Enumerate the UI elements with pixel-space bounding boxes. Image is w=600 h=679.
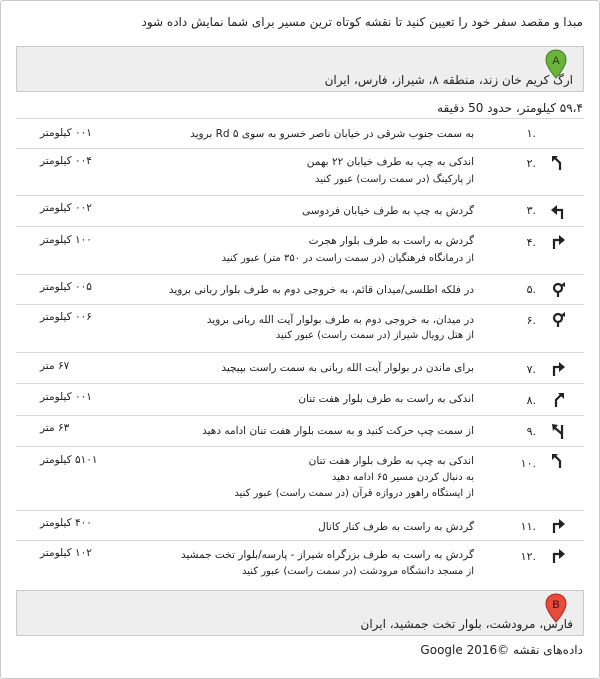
step-instruction: گردش به چپ به طرف خیابان فردوسی <box>301 205 474 217</box>
turn-left-icon <box>550 204 566 220</box>
step-row-6[interactable] <box>16 305 584 353</box>
slight-left-icon <box>550 155 566 171</box>
step-instruction: گردش به راست به طرف کنار کانال <box>318 521 474 533</box>
step-row-12[interactable] <box>16 541 584 589</box>
step-distance: ۶۷ متر <box>40 360 70 372</box>
turn-right-icon <box>550 518 566 534</box>
step-row-2[interactable] <box>16 149 584 196</box>
step-row-10[interactable] <box>16 447 584 511</box>
step-row-3[interactable] <box>16 196 584 227</box>
step-instruction: در فلکه اطلسی/میدان قائم، به خروجی دوم به طرف بلوار ربانی بروید <box>168 284 474 296</box>
step-instruction: اندکی به چپ به طرف بلوار هفت تنان <box>308 455 474 467</box>
step-distance: ۰۰۴ کیلومتر <box>40 155 92 167</box>
step-number: .۱۱ <box>520 520 536 533</box>
step-row-1[interactable] <box>16 119 584 149</box>
step-distance: ۴۰۰ کیلومتر <box>40 517 92 529</box>
step-distance: ۰۰۲ کیلومتر <box>40 202 92 214</box>
step-distance: ۰۰۱ کیلومتر <box>40 127 92 139</box>
step-note: از درمانگاه فرهنگیان (در سمت راست در ۳۵۰ متر) عبور کنید <box>221 253 474 264</box>
intro-text: مبدا و مقصد سفر خود را تعیین کنید تا نقشه کوتاه ترین مسیر برای شما نمایش داده شود <box>141 15 583 29</box>
steps-list <box>16 118 584 589</box>
step-instruction: به سمت جنوب شرقی در خیابان ناصر خسرو به سوی Rd ۵ بروید <box>190 128 474 140</box>
step-row-11[interactable] <box>16 511 584 541</box>
step-number: .۵ <box>526 283 536 296</box>
step-number: .۸ <box>526 394 536 407</box>
step-instruction: گردش به راست به طرف بلوار هجرت <box>308 235 474 247</box>
turn-right-icon <box>550 234 566 250</box>
step-distance: ۱۰۰ کیلومتر <box>40 234 92 246</box>
step-number: .۳ <box>526 204 536 217</box>
step-instruction: اندکی به راست به طرف بلوار هفت تنان <box>298 393 474 405</box>
step-instruction: گردش به راست به طرف بزرگراه شیراز - پارسه/بلوار تخت جمشید <box>180 549 474 561</box>
step-row-5[interactable] <box>16 275 584 305</box>
step-number: .۱ <box>526 127 536 140</box>
origin-waypoint[interactable] <box>16 46 584 92</box>
step-note: از هتل رویال شیراز (در سمت راست) عبور کنید <box>275 330 474 341</box>
step-number: .۱۰ <box>520 457 536 470</box>
step-number: .۲ <box>526 157 536 170</box>
destination-address: فارس، مرودشت، بلوار تخت جمشید، ایران <box>360 617 573 631</box>
step-row-8[interactable] <box>16 384 584 416</box>
step-distance: ۱۰۲ کیلومتر <box>40 547 92 559</box>
roundabout-icon <box>550 281 566 297</box>
step-instruction: اندکی به چپ به طرف خیابان ۲۲ بهمن <box>306 156 474 168</box>
step-row-7[interactable] <box>16 353 584 384</box>
step-instruction: در میدان، به خروجی دوم به طرف بولوار آیت الله ربانی بروید <box>206 314 474 326</box>
destination-marker-label: B <box>552 599 560 611</box>
step-distance: ۰۰۱ کیلومتر <box>40 391 92 403</box>
roundabout-icon <box>550 311 566 327</box>
step-distance: ۵۱۰۱ کیلومتر <box>40 454 98 466</box>
step-distance: ۰۰۶ کیلومتر <box>40 311 92 323</box>
turn-right-icon <box>550 361 566 377</box>
turn-right-icon <box>550 548 566 564</box>
slight-right-icon <box>550 392 566 408</box>
step-number: .۴ <box>526 236 536 249</box>
keep-left-icon <box>550 423 566 439</box>
step-note-secondary: از ایستگاه راهور دروازه قرآن (در سمت راست) عبور کنید <box>234 488 474 499</box>
step-distance: ۰۰۵ کیلومتر <box>40 281 92 293</box>
step-row-4[interactable] <box>16 227 584 275</box>
destination-waypoint[interactable] <box>16 590 584 636</box>
step-number: .۶ <box>526 314 536 327</box>
slight-left-icon <box>550 453 566 469</box>
step-distance: ۶۳ متر <box>40 422 70 434</box>
step-note: از پارکینگ (در سمت راست) عبور کنید <box>315 174 474 185</box>
route-summary: ۵۹،۴ کیلومتر، حدود 50 دقیقه <box>437 101 583 115</box>
step-number: .۷ <box>526 363 536 376</box>
step-instruction: از سمت چپ حرکت کنید و به سمت بلوار هفت تنان ادامه دهید <box>202 425 474 437</box>
origin-address: ارگ کریم خان زند، منطقه ۸، شیراز، فارس، ایران <box>324 73 573 87</box>
map-data-credit: داده‌های نقشه ©2016 Google <box>420 643 583 657</box>
step-number: .۱۲ <box>520 550 536 563</box>
step-note: به دنبال کردن مسیر ۶۵ ادامه دهید <box>331 472 474 483</box>
step-note: از مسجد دانشگاه مرودشت (در سمت راست) عبور کنید <box>241 566 474 577</box>
step-instruction: برای ماندن در بولوار آیت الله ربانی به سمت راست بپیچید <box>221 362 474 374</box>
origin-marker-label: A <box>552 55 560 67</box>
step-row-9[interactable] <box>16 416 584 447</box>
step-number: .۹ <box>526 425 536 438</box>
